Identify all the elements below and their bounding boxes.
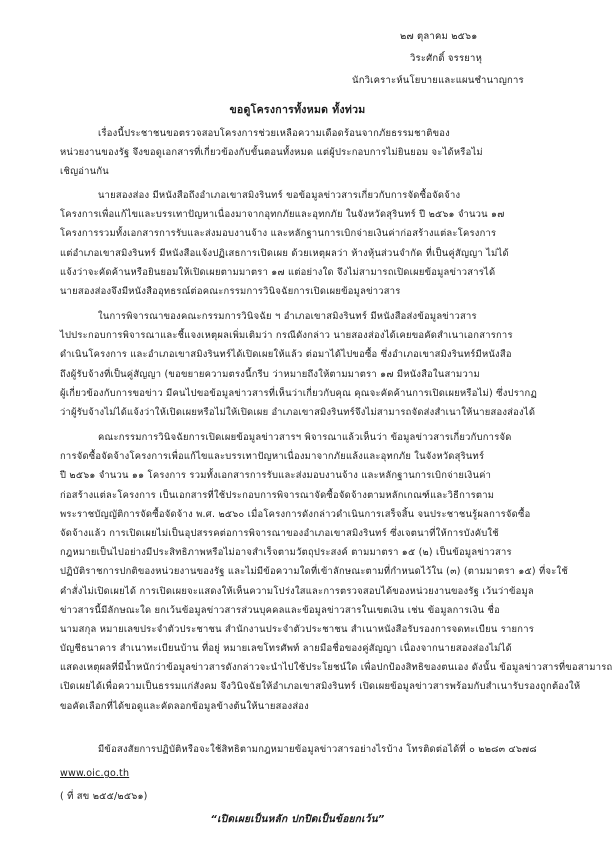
paragraph-line: คณะกรรมการวินิจฉัยการเปิดเผยข้อมูลข่าวสารฯ พิจารณาแล้วเห็นว่า ข้อมูลข่าวสารเกี่ยวกับการจัด	[98, 432, 512, 443]
paragraph-line: พระราชบัญญัติการจัดซื้อจัดจ้าง พ.ศ. ๒๕๖๐ เมื่อโครงการดังกล่าวดำเนินการเสร็จสิ้น จนประชาชนรู้ผลการจัดซื้อ	[60, 508, 531, 520]
paragraph-line: โครงการเพื่อแก้ไขและบรรเทาปัญหาเนื่องมาจากอุทกภัยและอุทกภัย ในจังหวัดสุรินทร์ ปี ๒๕๖๑ จำนวน ๑๗	[60, 209, 505, 221]
paragraph-line: เรื่องนี้ประชาชนขอตรวจสอบโครงการช่วยเหลือความเดือดร้อนจากภัยธรรมชาติของ	[98, 128, 451, 139]
paragraph-line: ถึงผู้รับจ้างที่เป็นคู่สัญญา (ขอขยายความตรงนี้กรีบ ว่าหมายถึงให้ตามมาตรา ๑๗ มีหนังสือในสามวาม	[60, 368, 480, 380]
paragraph-line: ก่อสร้างแต่ละโครงการ เป็นเอกสารที่ใช้ประกอบการพิจารณาจัดซื้อจัดจ้างตามหลักเกณฑ์และวิธีการตาม	[60, 489, 495, 501]
header-position: นักวิเคราะห์นโยบายและแผนชำนาญการ	[352, 75, 524, 86]
paragraph-line: มีข้อสงสัยการปฏิบัติหรือจะใช้สิทธิตามกฎหมายข้อมูลข่าวสารอย่างไรบ้าง โทรติดต่อได้ที่ ๐ ๒๒๘๓ ๔๖๗๘	[98, 744, 537, 755]
paragraph-line: เชิญอ่านกัน	[60, 166, 109, 178]
document-title: ขอดูโครงการทั้งหมด ทั้งท่วม	[229, 104, 366, 116]
slogan: “เปิดเผยเป็นหลัก ปกปิดเป็นข้อยกเว้น”	[210, 814, 385, 825]
paragraph-line: ปี ๒๕๖๑ จำนวน ๑๑ โครงการ รวมทั้งเอกสารการรับและส่งมอบงานจ้าง และหลักฐานการเบิกจ่ายเงินค่า	[60, 470, 492, 482]
paragraph-line: การจัดซื้อจัดจ้างโครงการเพื่อแก้ไขและบรรเทาปัญหาเนื่องมาจากภัยแล้งและอุทกภัย ในจังหวัดสุรินทร์	[60, 451, 485, 463]
paragraph-line: แต่อำเภอเขาสมิงรินทร์ มีหนังสือแจ้งปฏิเสธการเปิดเผย ด้วยเหตุผลว่า ห้างหุ้นส่วนจำกัด ที่เป็นคู่สัญญา ไม่ได้	[60, 247, 509, 259]
paragraph-line: บัญชีธนาคาร สำเนาทะเบียนบ้าน ที่อยู่ หมายเลขโทรศัพท์ ลายมือชื่อของคู่สัญญา เนื่องจากนายสองส่องไม่ได้	[60, 643, 512, 655]
header-date: ๒๗ ตุลาคม ๒๕๖๑	[400, 31, 478, 42]
paragraph-1	[60, 124, 548, 182]
paragraph-line: จัดจ้างแล้ว การเปิดเผยไม่เป็นอุปสรรคต่อการพิจารณาของอำเภอเขาสมิงรินทร์ ซึ่งเจตนาที่ให้การบังคับใช้	[60, 527, 499, 539]
paragraph-line: โครงการรวมทั้งเอกสารการรับและส่งมอบงานจ้าง และหลักฐานการเบิกจ่ายเงินค่าก่อสร้างแต่ละโครงการ	[60, 228, 497, 240]
paragraph-2	[60, 186, 548, 301]
paragraph-4	[60, 428, 612, 716]
paragraph-line: ผู้เกี่ยวข้องกับการขอข่าว มีคนไปขอข้อมูลข่าวสารที่เห็นว่าเกี่ยวกับคุณ คุณจะคัดค้านการเปิดเผยหรือไม่) ซึ่งปรากฏ	[60, 387, 538, 399]
header-author: วิระศักดิ์ จรรยาหุ	[410, 53, 483, 64]
paragraph-line: แสดงเหตุผลที่มีน้ำหนักว่าข้อมูลข่าวสารดังกล่าวจะนำไปใช้ประโยชน์ใด เพื่อปกป้องสิทธิของตนเอง ดังนั้น ข้อมูลข่าวสารที่ขอสามารถ	[60, 662, 612, 674]
paragraph-line: กฎหมายเป็นไปอย่างมีประสิทธิภาพหรือไม่อาจสำเร็จตามวัตถุประสงค์ ตามมาตรา ๑๕ (๒) เป็นข้อมูลข่าวสาร	[60, 547, 512, 559]
paragraph-line: เปิดเผยได้เพื่อความเป็นธรรมแก่สังคม จึงวินิจฉัยให้อำเภอเขาสมิงรินทร์ เปิดเผยข้อมูลข่าวสารพร้อมกับสำเนารับรองถูกต้องให้	[60, 681, 581, 693]
paragraph-line: ข่าวสารนี้มีลักษณะใด ยกเว้นข้อมูลข่าวสารส่วนบุคคลและข้อมูลข่าวสารในเขตเงิน เช่น ข้อมูลการเงิน ชื่อ	[60, 604, 501, 616]
website-link[interactable]: www.oic.go.th	[60, 768, 130, 779]
paragraph-line: คำสั่งไม่เปิดเผยได้ การเปิดเผยจะแสดงให้เห็นความโปร่งใสและการตรวจสอบได้ของหน่วยงานของรัฐ เว้นว่าข้อมูล	[60, 585, 534, 597]
paragraph-line: ขอคัดเลือกที่ได้ขอดูและคัดลอกข้อมูลข้างต้นให้นายสองส่อง	[60, 700, 309, 712]
paragraph-line: แจ้งว่าจะคัดค้านหรือยินยอมให้เปิดเผยตามมาตรา ๑๗ แต่อย่างใด จึงไม่สามารถเปิดเผยข้อมูลข่าวสารได้	[60, 266, 496, 278]
paragraph-line: นายสองส่องจึงมีหนังสืออุทธรณ์ต่อคณะกรรมการวินิจฉัยการเปิดเผยข้อมูลข่าวสาร	[60, 285, 401, 297]
paragraph-line: ไปประกอบการพิจารณาและชี้แจงเหตุผลเพิ่มเติมว่า กรณีดังกล่าว นายสองส่องได้เคยขอคัดสำเนาเอกสารการ	[60, 330, 513, 342]
paragraph-line: หน่วยงานของรัฐ จึงขอดูเอกสารที่เกี่ยวข้องกับขั้นตอนทั้งหมด แต่ผู้ประกอบการไม่ยินยอม จะได้หรือไม่	[60, 147, 483, 159]
paragraph-line: นามสกุล หมายเลขประจำตัวประชาชน สำนักงานประจำตัวประชาชน สำเนาหนังสือรับรองการจดทะเบียน รายการ	[60, 623, 535, 635]
reference-number: ( ที่ สข ๒๕๕/๒๕๖๑)	[60, 791, 148, 802]
paragraph-line: ดำเนินโครงการ และอำเภอเขาสมิงรินทร์ได้เปิดเผยให้แล้ว ต่อมาได้ไปขอซื้อ ซึ่งอำเภอเขาสมิงรินทร์มีหนังสือ	[60, 349, 512, 361]
paragraph-line: ในการพิจารณาของคณะกรรมการวินิจฉัย ฯ อำเภอเขาสมิงรินทร์ มีหนังสือส่งข้อมูลข่าวสาร	[98, 311, 477, 322]
paragraph-3	[60, 307, 548, 422]
paragraph-line: นายสองส่อง มีหนังสือถึงอำเภอเขาสมิงรินทร์ ขอข้อมูลข่าวสารเกี่ยวกับการจัดซื้อจัดจ้าง	[98, 190, 461, 201]
paragraph-line: ปฏิบัติราชการปกติของหน่วยงานของรัฐ และไม่มีข้อความใดที่เข้าลักษณะตามที่กำหนดไว้ใน (๓) (ตามมาตรา ๑๕) ที่จะใช้	[60, 566, 568, 578]
paragraph-5	[60, 740, 548, 759]
paragraph-line: ว่าผู้รับจ้างไม่ได้แจ้งว่าให้เปิดเผยหรือไม่ให้เปิดเผย อำเภอเขาสมิงรินทร์จึงไม่สามารถจัดส่งสำเนาให้นายสองส่องได้	[60, 406, 536, 418]
